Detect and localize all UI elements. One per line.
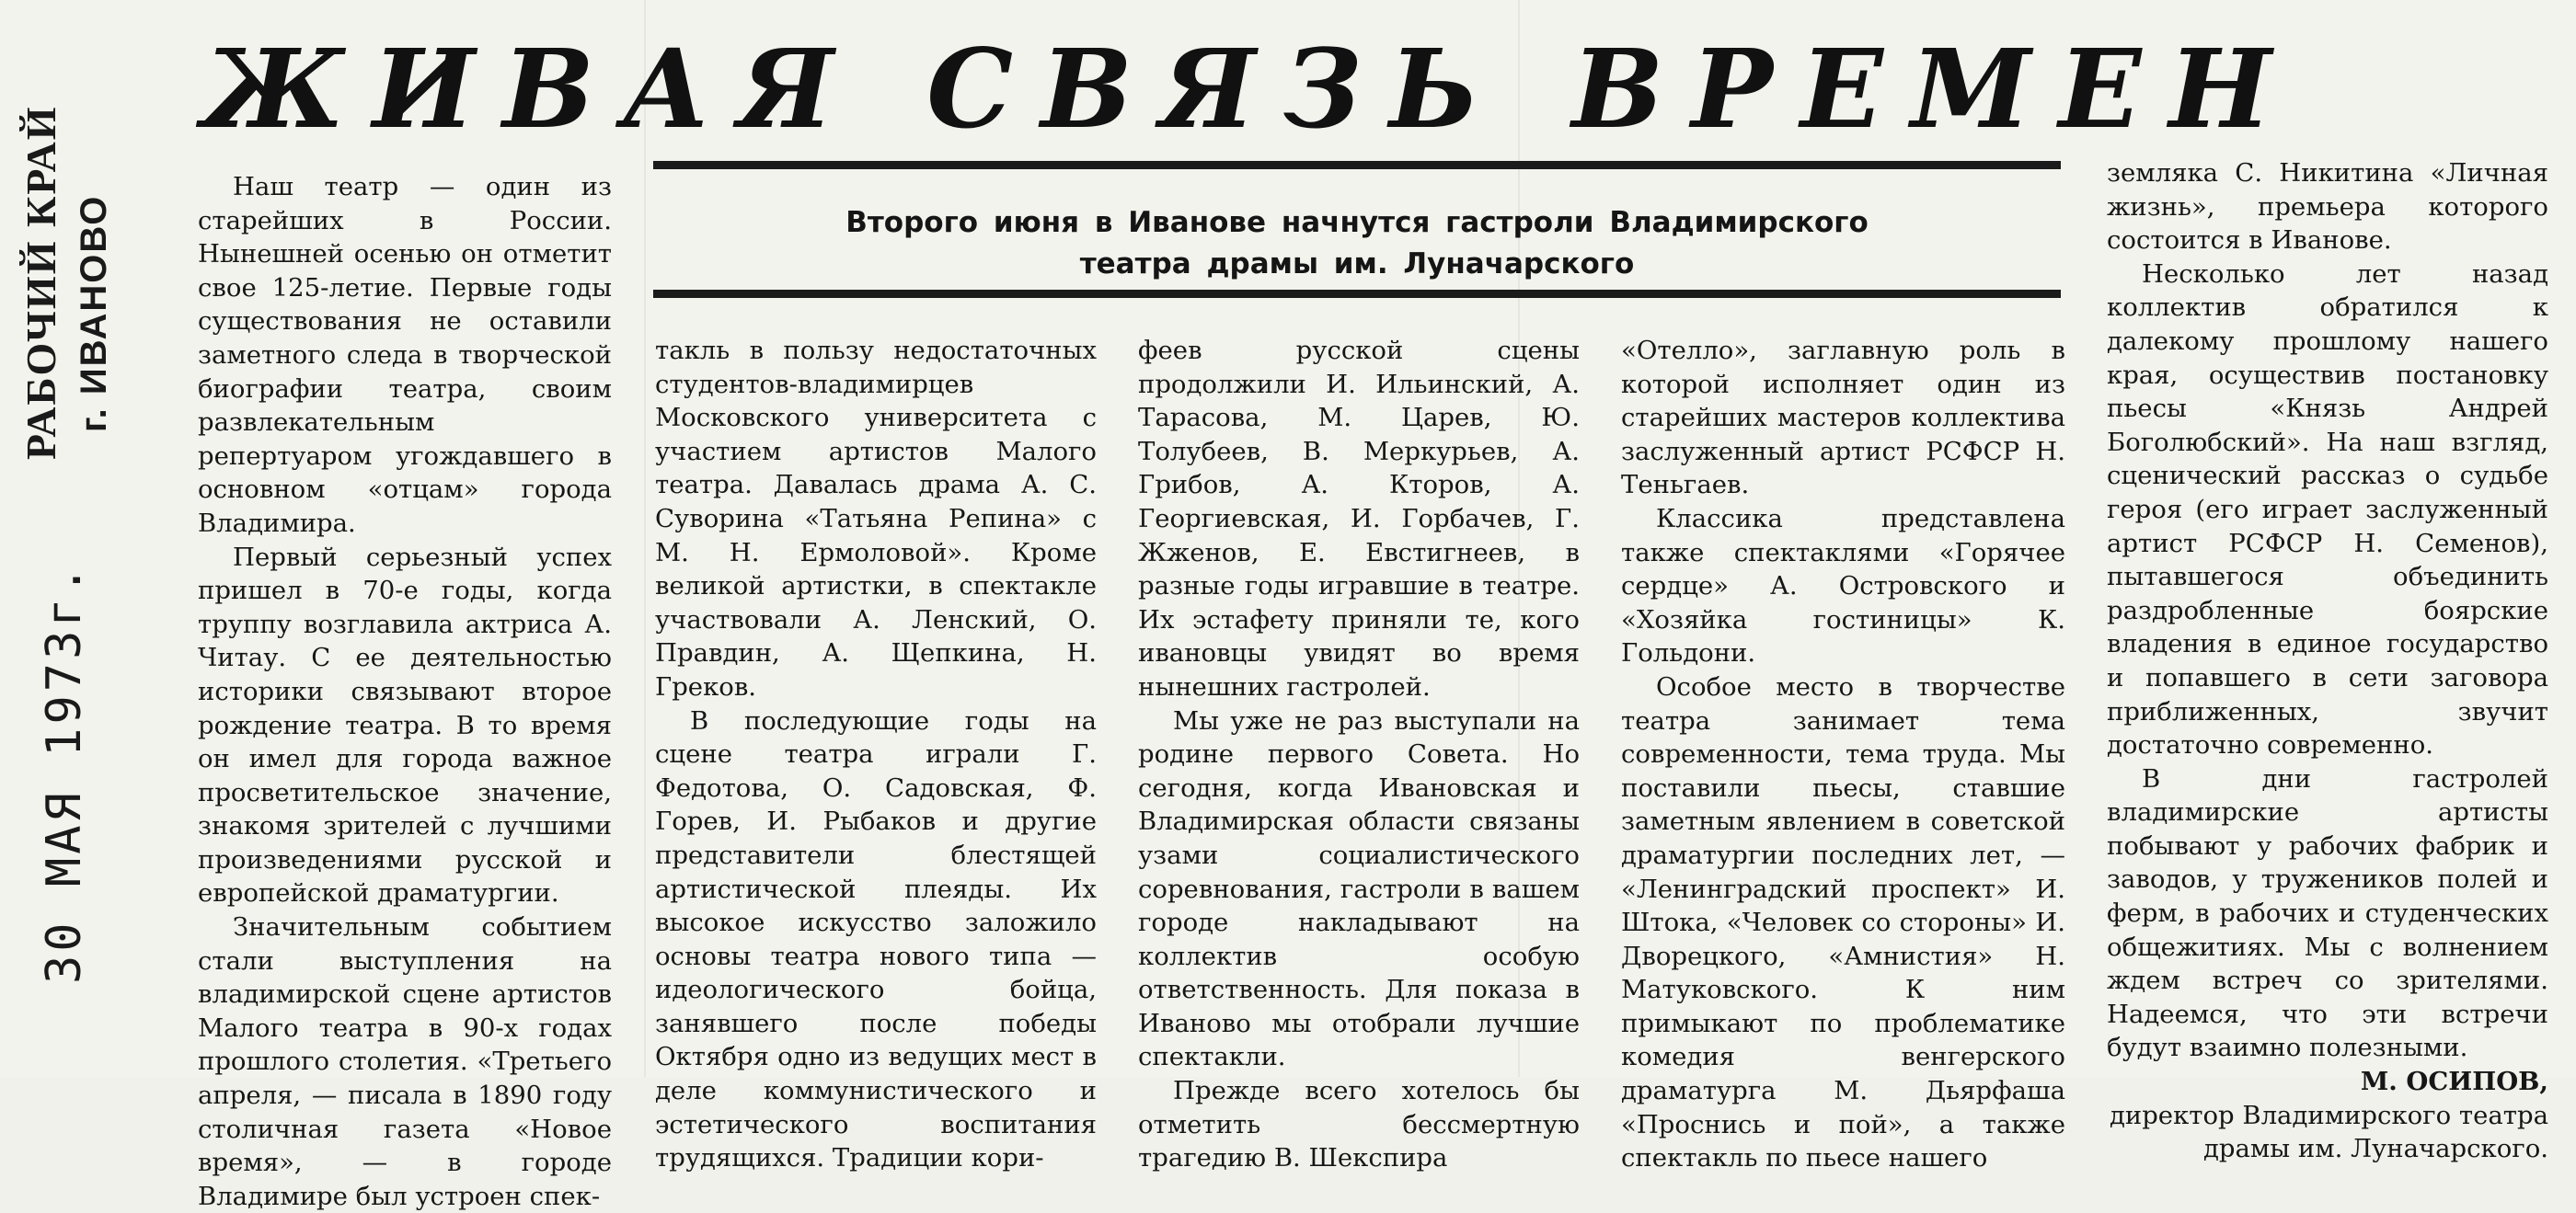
paragraph: В дни гастролей владимирские артисты побывают у рабочих фабрик и заводов, у тружеников полей и ферм, в рабочих и студенческих общежитиях. Мы с волнением ждем встреч со зрителями. Надеемся, что эти встречи будут взаимно полезными. [2107, 763, 2548, 1063]
lead-bottom-rule [653, 290, 2061, 298]
article-column-5 [2107, 156, 2548, 1166]
paragraph: В последующие годы на сцене театра играли Г. Федотова, О. Садовская, Ф. Горев, И. Рыбаков и другие представители блестящей артистической плеяды. Их высокое искусство заложило основы театра нового типа — идеологического бойца, занявшего после победы Октября одно из ведущих мест в деле коммунистического и эстетического воспитания трудящихся. Традиции кори- [655, 705, 1097, 1173]
paragraph: Несколько лет назад коллектив обратился к далекому прошлому нашего края, осуществив постановку пьесы «Князь Андрей Боголюбский». На наш взгляд, сценический рассказ о судьбе героя (его играет заслуженный артист РСФСР Н. Семенов), пытавшегося объединить раздробленные боярские владения в единое государство и попавшего в сети заговора приближенных, звучит достаточно современно. [2107, 258, 2548, 761]
paragraph: Значительным событием стали выступления на владимирской сцене артистов Малого театра в 90-х годах прошлого столетия. «Третьего апреля, — писала в 1890 году столичная газета «Новое время», — в городе Владимире был устроен спек- [198, 912, 612, 1211]
article-column-2 [655, 334, 1097, 1175]
author-role: директор Владимирского театра драмы им. Луначарского. [2109, 1100, 2548, 1164]
stamp-date: 30 МАЯ 1973г. [37, 562, 92, 984]
lead-top-rule [653, 161, 2061, 169]
paragraph: Первый серьезный успех пришел в 70-е годы, когда труппу возглавила актриса А. Читау. С ее деятельностью историки связывают второе рождение театра. В то время он имел для города важное просветительское значение, знакомя зрителей с лучшими произведениями русской и европейской драматургии. [198, 542, 612, 909]
article-column-3 [1138, 334, 1580, 1175]
paragraph: Мы уже не раз выступали на родине первого Совета. Но сегодня, когда Ивановская и Владимирская области связаны узами социалистического соревнования, гастроли в вашем городе накладывают на коллектив особую ответственность. Для показа в Иваново мы отобрали лучшие спектакли. [1138, 705, 1580, 1072]
fold-line [644, 0, 646, 1077]
archive-stamp [0, 0, 184, 1077]
paragraph: Прежде всего хотелось бы отметить бессмертную трагедию В. Шекспира [1138, 1076, 1580, 1173]
article-column-4 [1621, 334, 2065, 1175]
paragraph: такль в пользу недостаточных студентов-владимирцев Московского университета с участием артистов Малого театра. Давалась драма А. С. Суворина «Татьяна Репина» с М. Н. Ермоловой». Кроме великой артистки, в спектакле участвовали А. Ленский, О. Правдин, А. Щепкина, Н. Греков. [655, 336, 1097, 702]
paragraph: «Отелло», заглавную роль в которой исполняет один из старейших мастеров коллектива заслуженный артист РСФСР Н. Теньгаев. [1621, 336, 2065, 500]
article-column-1 [198, 170, 612, 1213]
paragraph: Наш театр — один из старейших в России. Нынешней осенью он отметит свое 125-летие. Первые годы существования не оставили заметного следа в творческой биографии театра, своим развлекательным репертуаром угождавшего в основном «отцам» города Владимира. [198, 172, 612, 538]
author-signature: М. ОСИПОВ, [2360, 1067, 2548, 1097]
lead-line-2: театра драмы им. Луначарского [1079, 247, 1635, 280]
stamp-city: г. ИВАНОВО [74, 194, 114, 432]
stamp-newspaper-name: РАБОЧИЙ КРАЙ [17, 105, 64, 460]
article-headline: ЖИВАЯ СВЯЗЬ ВРЕМЕН [202, 25, 2300, 153]
paragraph: земляка С. Никитина «Личная жизнь», премьера которого состоится в Иванове. [2107, 158, 2548, 256]
paragraph: феев русской сцены продолжили И. Ильинский, А. Тарасова, М. Царев, Ю. Толубеев, В. Меркурьев, А. Грибов, А. Кторов, А. Георгиевская, И. Горбачев, Г. Жженов, Е. Евстигнеев, в разные годы игравшие в театре. Их эстафету приняли те, кого ивановцы увидят во время нынешних гастролей. [1138, 336, 1580, 702]
article-lead [653, 202, 2061, 285]
paragraph: Классика представлена также спектаклями «Горячее сердце» А. Островского и «Хозяйка гостиницы» К. Гольдони. [1621, 503, 2065, 669]
lead-line-1: Второго июня в Иванове начнутся гастроли Владимирского [845, 206, 1869, 239]
paragraph: Особое место в творчестве театра занимает тема современности, тема труда. Мы поставили пьесы, ставшие заметным явлением в советской драматургии последних лет, — «Ленинградский проспект» И. Штока, «Человек со стороны» И. Дворецкого, «Амнистия» Н. Матуковского. К ним примыкают по проблематике комедия венгерского драматурга М. Дьярфаша «Проснись и пой», а также спектакль по пьесе нашего [1621, 671, 2065, 1173]
